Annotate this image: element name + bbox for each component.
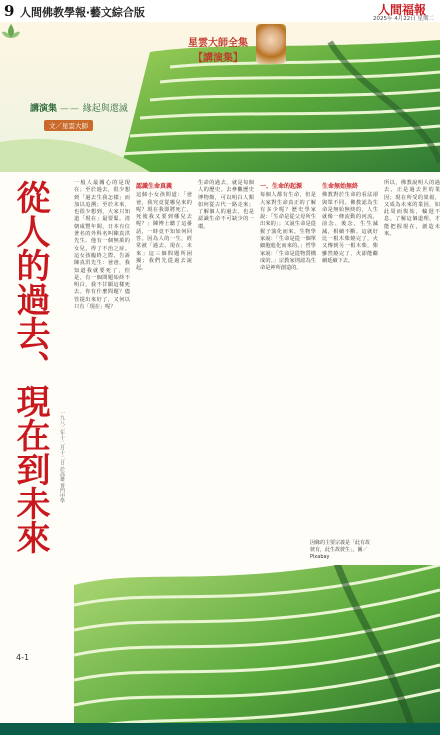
subheading: 一、生命的起源 [260, 183, 303, 190]
banner-image [0, 22, 440, 172]
subheading: 生命無始無終 [322, 183, 359, 190]
column-tag [30, 101, 128, 114]
article-title: 從人的過去、現在到未來 [10, 180, 50, 554]
article-column [136, 180, 192, 273]
column-text: 每個人都有生命，但是大家對生命真正的了解有多少呢？歷史學家說：「生命是從父母所生出來的」；又說生命是從猴子演化而來。生物學家說：「生命是從一個單細胞進化而來的。」哲學家說：「生命是從物質構成的。」宗教家則認為生命是神所創造的。 [260, 192, 316, 272]
subheading: 認識生命真義 [136, 183, 173, 190]
terrace-photo [74, 525, 440, 735]
footer-bar [0, 723, 440, 735]
section-title: 人間佛教學報‧藝文綜合版 [20, 6, 145, 19]
photo-caption: 因緣的主要宗義是「此有故彼有，此生故彼生」。圖／Pixabay [310, 540, 371, 560]
column-text: 這個小女孩問道：「爸爸，我究竟從哪兒來的呢？現在我即將死亡，死後我又要到哪兒去呢？」陳博士聽了這番話，一時竟不知如何回答。因為人的一生，經常被「過去、現在、未來」這三個問題所困擾；我們先從過去說起。 [136, 192, 192, 272]
column-name: 講演集 [30, 104, 58, 114]
article-column [260, 180, 316, 273]
series-subtitle: 【講演集】 [193, 53, 243, 64]
issue-date: 2025年 4月22日 星期二 [373, 16, 434, 22]
column-text: 所以，佛教說明人的過去，正是過去世的業因；現在所受的果報，又成為未來的業因，如此周而復始，輪迴不息。了解這個道理，才能把握現在，創造未來。 [384, 180, 440, 238]
lotus-icon [0, 22, 22, 40]
newspaper-logo: 人間福報 [377, 3, 426, 17]
article-body [74, 180, 440, 530]
article-column [74, 180, 130, 311]
series-title [188, 34, 248, 64]
article-column [384, 180, 440, 238]
column-text: 生命的過去，就是每個人的歷史。去參觀歷史博物館，可以明白人類如何從古代一路走來；了解個人的過去，也是認識生命不可缺少的一環。 [198, 180, 254, 230]
article-part-number: 4-1 [16, 653, 30, 662]
column-separator: —— [59, 104, 80, 114]
page-number: 9 [4, 2, 15, 20]
column-text: 佛教對於生命的看法卻與眾不同。佛教認為生命是無始無終的，人生就像一條流動的河流，前念、後念，生生滅滅，相續不斷。這就好比一根木柴燒完了，火又傳到另一根木柴，柴雖然燒完了，火卻能繼續延續下去。 [322, 192, 378, 264]
lower-photo [74, 525, 440, 735]
master-portrait [256, 24, 286, 64]
series-name: 星雲大師全集 [188, 38, 248, 49]
column-topic: 緣起與還滅 [82, 104, 128, 114]
author-byline: 文／星雲大師 [44, 120, 93, 131]
page-header [0, 0, 440, 22]
article-column [322, 180, 378, 265]
lecture-date-note: 一九八二年十二月十二日 於高雄 普門中學 [59, 410, 65, 504]
article-column [198, 180, 254, 231]
column-text: 一般人最關心的是現在；至於過去，很少想到「過去生我怎樣」而加以追溯；至於未來，也很少想到，大家只知道「現在」最要緊。清朝咸豐年間，日本有位著名的外科名叫陳真洪先生。他有一個無萬的女兒，得了不治之症。這女孩臨終之際，告訴陳真洪先生：爸爸，我知道我就要死了，但是，有一個問題始終不明白，我不甘願這樣死去。你有什麼問題？儘管提出來好了，又何以只有「現在」呢？ [74, 180, 130, 311]
